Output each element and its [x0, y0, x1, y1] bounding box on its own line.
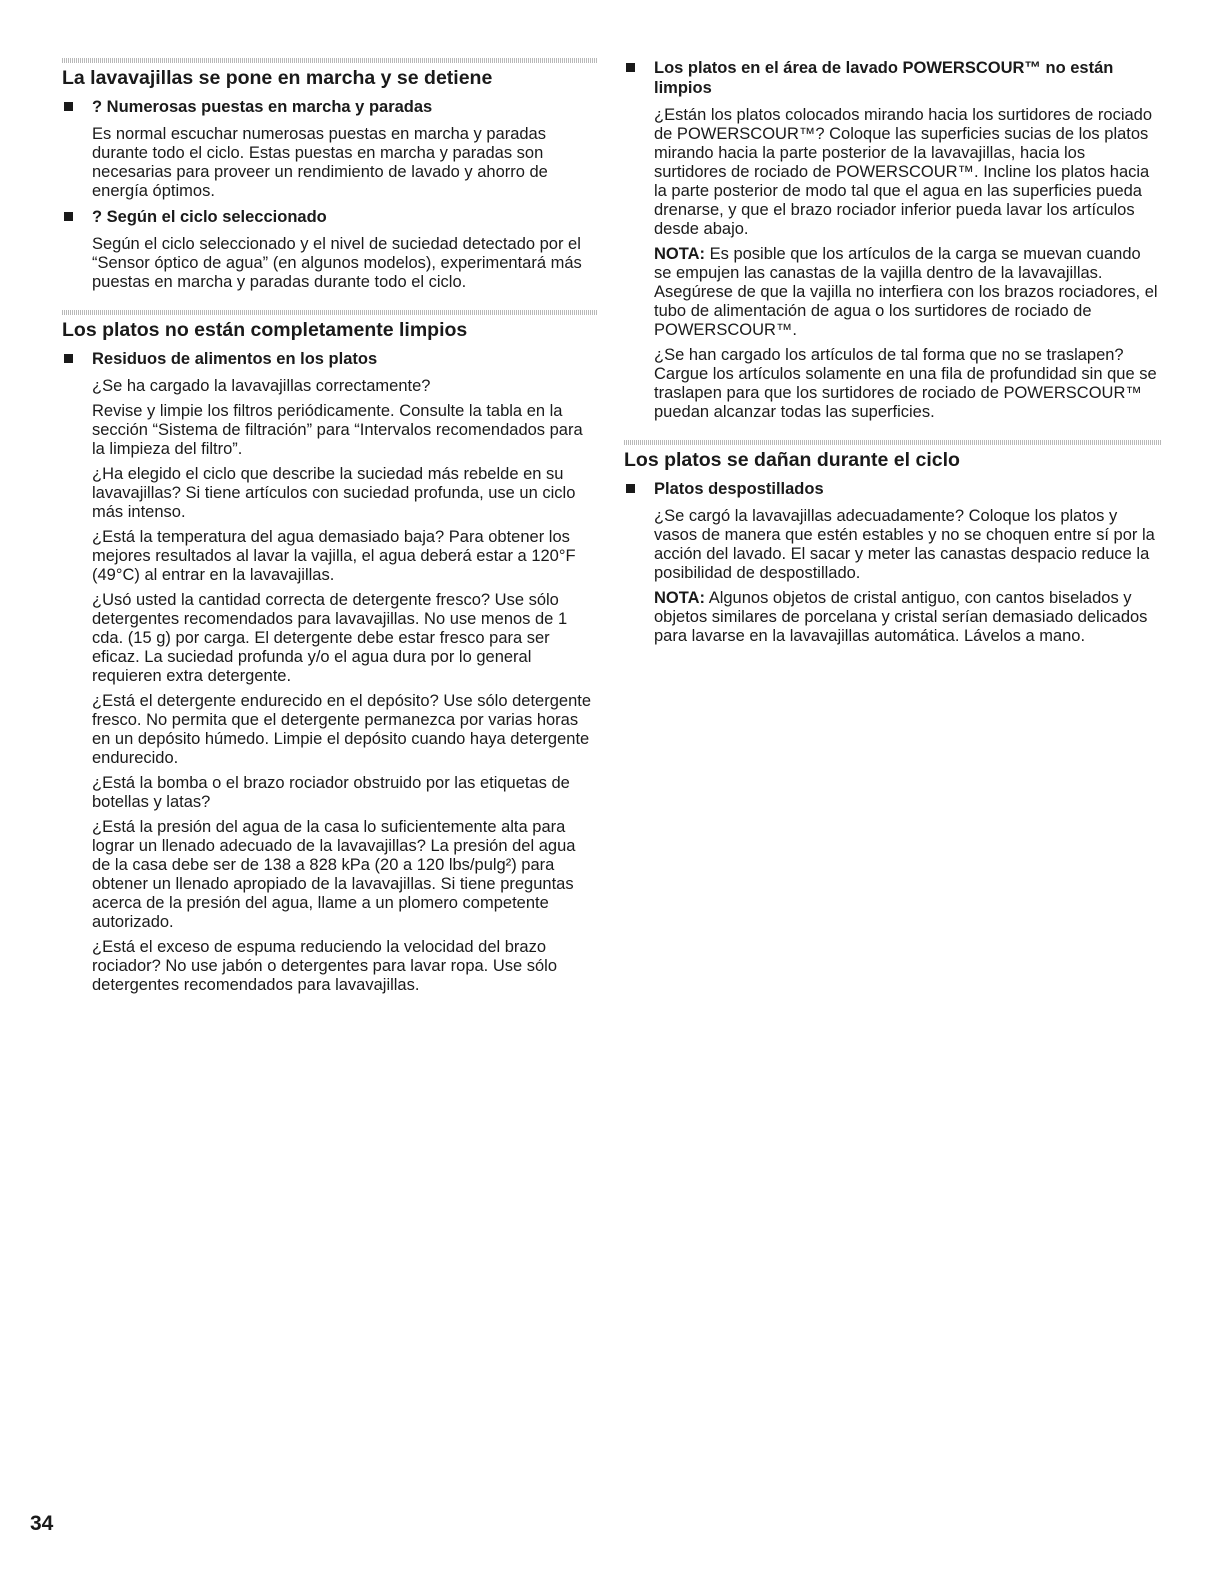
paragraph: Revise y limpie los filtros periódicamente. Consulte la tabla en la sección “Sistema de filtración” para “Intervalos recomendados para la limpieza del filtro”.: [92, 402, 583, 458]
square-bullet-icon: [64, 212, 73, 221]
paragraph: ¿Está la temperatura del agua demasiado baja? Para obtener los mejores resultados al lavar la vajilla, el agua deberá estar a 120°F (49°C) al entrar en la lavavajillas.: [92, 528, 576, 584]
paragraph: ¿Se cargó la lavavajillas adecuadamente? Coloque los platos y vasos de manera que estén estables y no se choquen entre sí por la acción del lavado. El sacar y meter las canastas despacio reduce la posibilidad de despostillado.: [654, 507, 1155, 582]
section-divider: [62, 58, 597, 63]
note-label: NOTA:: [654, 589, 706, 607]
note-text: Algunos objetos de cristal antiguo, con cantos biselados y objetos similares de porcelana y cristal serían demasiado delicados para lavarse en la lavavajillas automática. Lávelos a mano.: [654, 589, 1148, 645]
paragraph: ¿Está el detergente endurecido en el depósito? Use sólo detergente fresco. No permita que el detergente permanezca por varias horas en un depósito húmedo. Limpie el depósito cuando haya detergente endurecido.: [92, 692, 592, 767]
paragraph: ¿Están los platos colocados mirando hacia los surtidores de rociado de POWERSCOUR™? Coloque las superficies sucias de los platos mirando hacia la parte posterior de la lavavajillas, hacia los surtidores de rociado de POWERSCOUR™. Incline los platos hacia la parte posterior de modo tal que el agua en las superficies pueda drenarse, y que el brazo rociador inferior pueda lavar los artículos desde abajo.: [654, 106, 1153, 238]
square-bullet-icon: [626, 484, 635, 493]
list-item: [624, 479, 1162, 646]
square-bullet-icon: [64, 354, 73, 363]
list-item: [62, 97, 597, 201]
section-divider: [624, 440, 1162, 445]
paragraph: ¿Usó usted la cantidad correcta de detergente fresco? Use sólo detergentes recomendados para lavavajillas. No use menos de 1 cda. (15 g) por carga. El detergente debe estar fresco para ser eficaz. La suciedad profunda y/o el agua dura por lo general requieren extra detergente.: [92, 591, 568, 685]
page-number: 34: [30, 1512, 54, 1535]
item-title: ? Según el ciclo seleccionado: [92, 208, 327, 226]
left-column: [62, 58, 597, 1001]
paragraph: ¿Se ha cargado la lavavajillas correctamente?: [92, 377, 431, 395]
paragraph: ¿Está la bomba o el brazo rociador obstruido por las etiquetas de botellas y latas?: [92, 774, 570, 811]
paragraph: ¿Está la presión del agua de la casa lo suficientemente alta para lograr un llenado adecuado de la lavavajillas? La presión del agua de la casa debe ser de 138 a 828 kPa (20 a 120 lbs/pulg²) para obtener un llenado apropiado de la lavavajillas. Si tiene preguntas acerca de la presión del agua, llame a un plomero competente autorizado.: [92, 818, 576, 931]
right-column: [624, 58, 1162, 652]
paragraph: Es normal escuchar numerosas puestas en marcha y paradas durante todo el ciclo. Estas puestas en marcha y paradas son necesarias para proveer un rendimiento de lavado y ahorro de energía óptimos.: [92, 125, 548, 200]
section-heading-starts-stops: La lavavajillas se pone en marcha y se detiene: [62, 67, 493, 89]
note-paragraph: [654, 589, 1162, 646]
paragraph: ¿Está el exceso de espuma reduciendo la velocidad del brazo rociador? No use jabón o detergentes para lavar ropa. Use sólo detergentes recomendados para lavavajillas.: [92, 938, 558, 994]
list-item: [62, 207, 597, 292]
list-item: [62, 349, 597, 995]
item-title: Los platos en el área de lavado POWERSCOUR™ no están limpios: [654, 59, 1114, 97]
note-text: Es posible que los artículos de la carga se muevan cuando se empujen las canastas de la vajilla dentro de la lavavajillas. Asegúrese de que la vajilla no interfiera con los brazos rociadores, el tubo de alimentación de agua o los surtidores de rociado de POWERSCOUR™.: [654, 245, 1158, 339]
section-heading-not-clean: Los platos no están completamente limpios: [62, 319, 468, 341]
note-label: NOTA:: [654, 245, 706, 263]
item-title: Platos despostillados: [654, 480, 824, 498]
paragraph: ¿Se han cargado los artículos de tal forma que no se traslapen? Cargue los artículos solamente en una fila de profundidad sin que se traslapen para que los surtidores de rociado de POWERSCOUR™ puedan alcanzar todas las superficies.: [654, 346, 1157, 421]
square-bullet-icon: [64, 102, 73, 111]
item-title: Residuos de alimentos en los platos: [92, 350, 378, 368]
section-divider: [62, 310, 597, 315]
paragraph: ¿Ha elegido el ciclo que describe la suciedad más rebelde en su lavavajillas? Si tiene artículos con suciedad profunda, use un ciclo más intenso.: [92, 465, 576, 521]
square-bullet-icon: [626, 63, 635, 72]
note-paragraph: [654, 245, 1162, 340]
section-heading-damaged: Los platos se dañan durante el ciclo: [624, 449, 960, 471]
list-item: [624, 58, 1162, 422]
item-title: ? Numerosas puestas en marcha y paradas: [92, 98, 433, 116]
paragraph: Según el ciclo seleccionado y el nivel de suciedad detectado por el “Sensor óptico de agua” (en algunos modelos), experimentará más puestas en marcha y paradas durante todo el ciclo.: [92, 235, 582, 291]
